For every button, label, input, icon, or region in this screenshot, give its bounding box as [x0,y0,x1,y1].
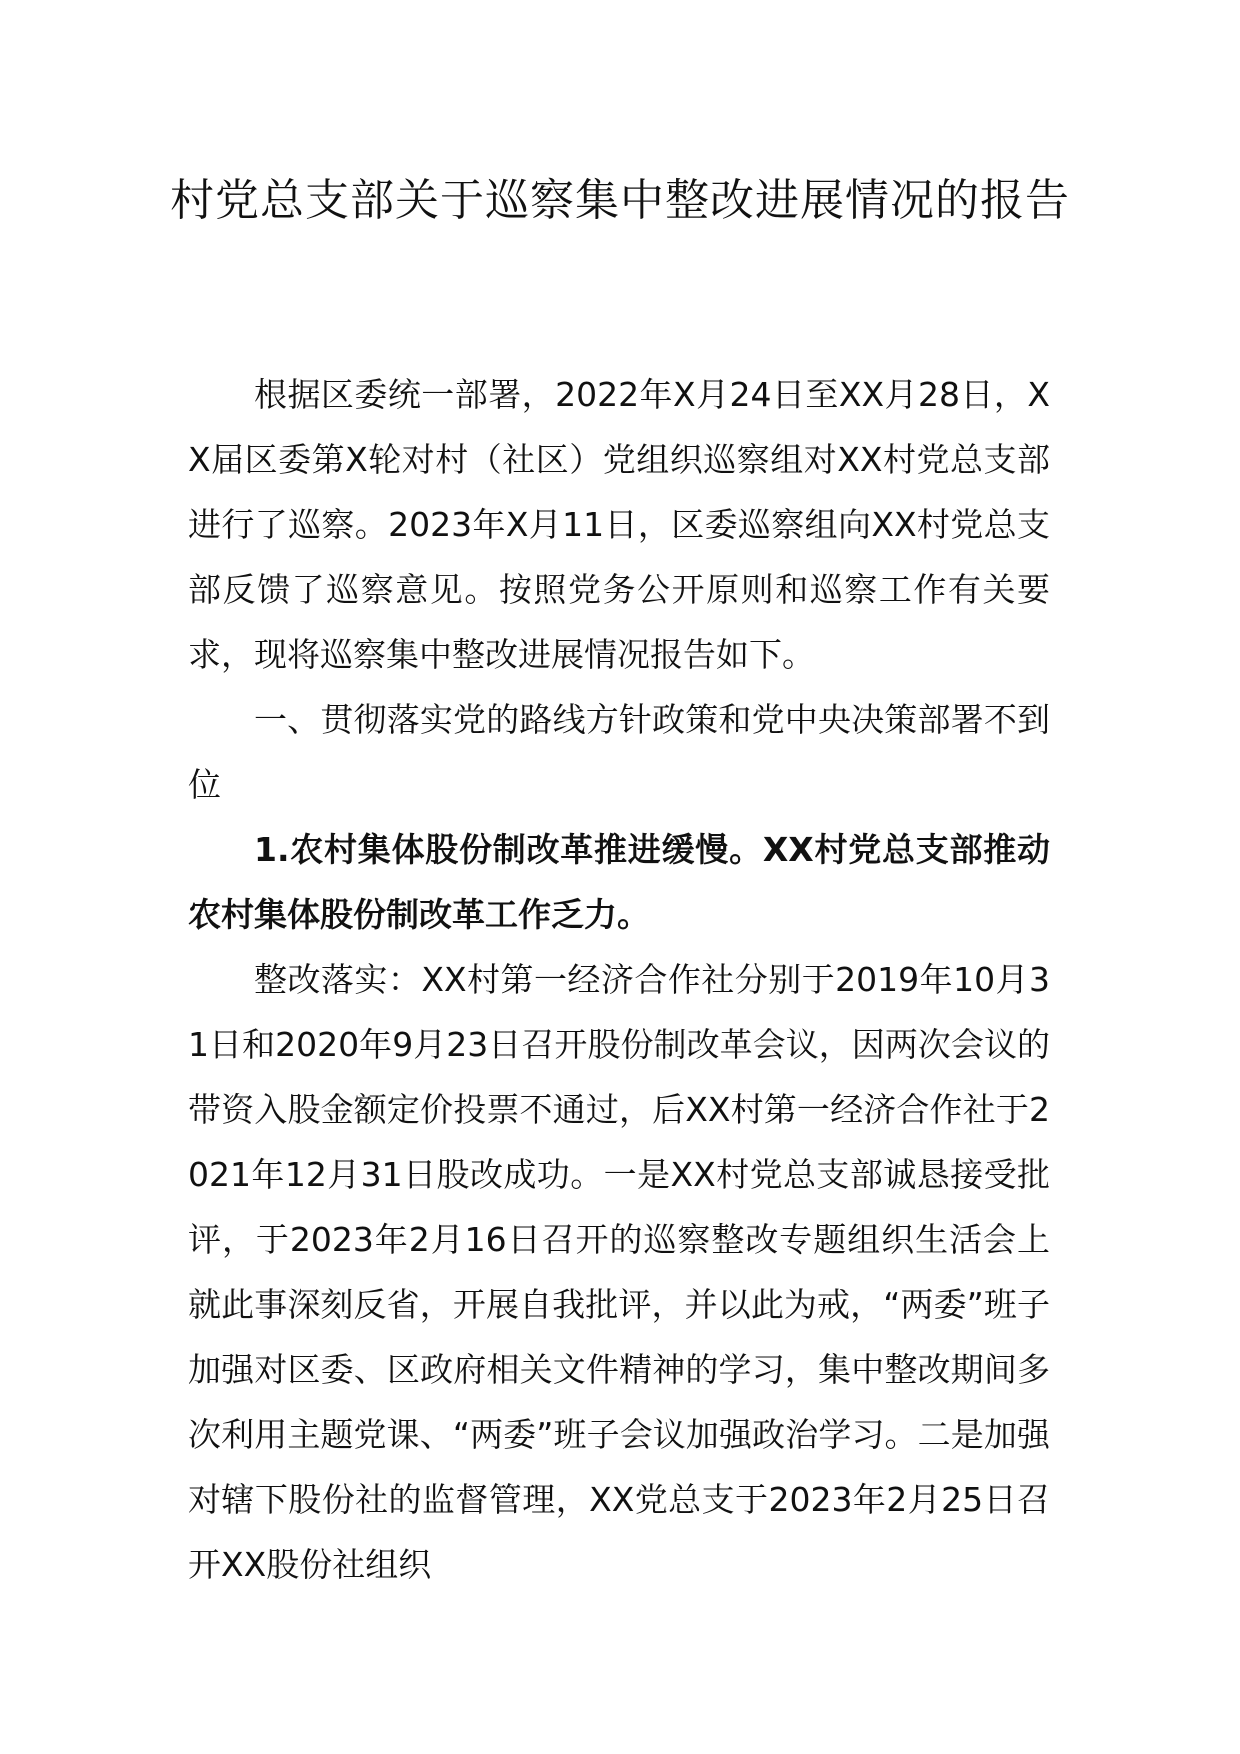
document-title: 村党总支部关于巡察集中整改进展情况的报告 [170,175,1070,226]
intro-paragraph: 根据区委统一部署，2022年X月24日至XX月28日，XX届区委第X轮对村（社区）党组织巡察组对XX村党总支部进行了巡察。2023年X月11日，区委巡察组向XX村党总支部反馈了巡察意见。按照党务公开原则和巡察工作有关要求，现将巡察集中整改进展情况报告如下。 [188,375,1050,674]
document-body [188,362,1050,1597]
section-heading: 一、贯彻落实党的路线方针政策和党中央决策部署不到位 [188,700,1050,804]
rectification-paragraph: 整改落实：XX村第一经济合作社分别于2019年10月31日和2020年9月23日召开股份制改革会议，因两次会议的带资入股金额定价投票不通过，后XX村第一经济合作社于2021年12月31日股改成功。一是XX村党总支部诚恳接受批评，于2023年2月16日召开的巡察整改专题组织生活会上就此事深刻反省，开展自我批评，并以此为戒，“两委”班子加强对区委、区政府相关文件精神的学习，集中整改期间多次利用主题党课、“两委”班子会议加强政治学习。二是加强对辖下股份社的监督管理，XX党总支于2023年2月25日召开XX股份社组织 [188,960,1050,1584]
issue-heading: 1.农村集体股份制改革推进缓慢。XX村党总支部推动农村集体股份制改革工作乏力。 [188,830,1050,934]
